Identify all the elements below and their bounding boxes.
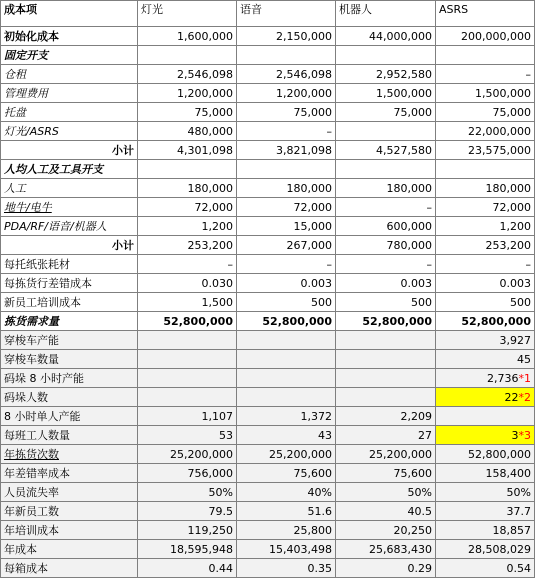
value-cell[interactable] [436,122,535,141]
row-label[interactable]: 固定开支 [1,46,138,65]
value-cell[interactable] [237,521,336,540]
cell-value: 0.54 [506,561,531,575]
row-label[interactable]: 人工 [1,179,138,198]
header-cost-item[interactable]: 成本项 [1,1,138,27]
cell-value: 3,821,098 [276,143,332,157]
table-row [1,141,535,160]
value-cell[interactable] [436,540,535,559]
cell-value: 79.5 [208,504,233,518]
value-cell[interactable] [436,255,535,274]
value-cell[interactable] [237,350,336,369]
cell-value: 200,000,000 [461,29,531,43]
value-cell[interactable] [138,502,237,521]
value-cell[interactable] [436,521,535,540]
row-label[interactable]: 管理费用 [1,84,138,103]
value-cell[interactable] [436,46,535,65]
value-cell[interactable] [138,65,237,84]
value-cell[interactable] [436,483,535,502]
row-label[interactable]: 小计 [1,236,138,255]
value-cell[interactable] [436,84,535,103]
table-row [1,483,535,502]
cell-value: 180,000 [187,181,233,195]
value-cell[interactable] [138,350,237,369]
table-row [1,350,535,369]
cell-value: 52,800,000 [461,314,531,328]
value-cell[interactable] [237,293,336,312]
value-cell[interactable] [436,217,535,236]
row-label[interactable]: 每托纸张耗材 [1,255,138,274]
cell-value: 180,000 [286,181,332,195]
value-cell[interactable] [237,103,336,122]
table-row [1,293,535,312]
value-cell[interactable] [436,103,535,122]
cell-value: 1,500 [201,295,233,309]
row-label[interactable]: 穿梭车数量 [1,350,138,369]
cell-value: 1,372 [300,409,332,423]
value-cell[interactable] [237,217,336,236]
cell-value: 180,000 [485,181,531,195]
cell-value: 500 [411,295,432,309]
row-label[interactable]: 码垛 8 小时产能 [1,369,138,388]
value-cell[interactable] [336,559,436,578]
value-cell[interactable] [336,407,436,426]
value-cell[interactable] [138,179,237,198]
value-cell[interactable] [237,65,336,84]
value-cell[interactable] [138,331,237,350]
value-cell[interactable] [138,312,237,331]
row-label[interactable]: 拣货需求量 [1,312,138,331]
value-cell[interactable] [336,312,436,331]
cell-value: 267,000 [286,238,332,252]
cell-value: 51.6 [307,504,332,518]
cell-value: 15,000 [293,219,332,233]
cell-value: 0.44 [208,561,233,575]
row-label[interactable]: 8 小时单人产能 [1,407,138,426]
value-cell[interactable] [336,160,436,179]
table-row [1,445,535,464]
value-cell[interactable] [436,27,535,46]
table-row [1,27,535,46]
cell-value: 1,600,000 [177,29,233,43]
value-cell[interactable] [436,198,535,217]
value-cell[interactable] [138,141,237,160]
value-cell[interactable] [436,502,535,521]
table-row [1,160,535,179]
cell-value: 2,150,000 [276,29,332,43]
value-cell[interactable] [436,274,535,293]
cell-value: 0.29 [407,561,432,575]
value-cell[interactable] [237,464,336,483]
header-voice[interactable]: 语音 [237,1,336,27]
cell-value: 1,200 [201,219,233,233]
table-row [1,559,535,578]
table-row [1,540,535,559]
table-row [1,122,535,141]
value-cell[interactable] [138,445,237,464]
cell-value: 28,508,029 [468,542,531,556]
value-cell[interactable] [237,312,336,331]
cell-value: 50% [208,485,233,499]
value-cell[interactable] [336,293,436,312]
table-row [1,312,535,331]
cell-value: 52,800,000 [163,314,233,328]
value-cell[interactable] [436,141,535,160]
cell-value: 18,857 [492,523,531,537]
value-cell[interactable] [237,255,336,274]
value-cell[interactable] [436,350,535,369]
cell-value: 158,400 [485,466,531,480]
cell-value: 25,800 [293,523,332,537]
cell-value: 72,000 [492,200,531,214]
row-label[interactable]: 年成本 [1,540,138,559]
value-cell[interactable] [436,312,535,331]
cell-value: 75,000 [393,105,432,119]
cell-value: 780,000 [386,238,432,252]
value-cell[interactable] [237,236,336,255]
value-cell[interactable] [436,559,535,578]
cell-value: 0.35 [307,561,332,575]
cell-value: 15,403,498 [269,542,332,556]
cell-value: 1,200 [499,219,531,233]
row-label[interactable]: PDA/RF/语音/机器人 [1,217,138,236]
cell-value: 45 [517,352,531,366]
cell-value: 52,800,000 [468,447,531,461]
cell-value: – [525,67,531,81]
cell-value: 22 [504,390,519,404]
value-cell[interactable] [436,160,535,179]
value-cell[interactable] [138,293,237,312]
cell-value: 2,546,098 [276,67,332,81]
cell-value: 500 [311,295,332,309]
value-cell[interactable] [138,407,237,426]
row-label[interactable]: 每班工人数量 [1,426,138,445]
row-label[interactable]: 每拣货行差错成本 [1,274,138,293]
header-row [1,1,535,27]
value-cell[interactable] [237,426,336,445]
value-cell[interactable] [336,483,436,502]
cell-value: 20,250 [393,523,432,537]
cell-value: 44,000,000 [369,29,432,43]
cell-value: 756,000 [187,466,233,480]
cell-value: 75,000 [492,105,531,119]
table-row [1,236,535,255]
value-cell[interactable] [336,502,436,521]
table-row [1,274,535,293]
value-cell[interactable] [138,198,237,217]
cell-value: 1,200,000 [177,86,233,100]
cell-value: 0.003 [300,276,332,290]
value-cell[interactable] [336,103,436,122]
row-label[interactable]: 小计 [1,141,138,160]
value-cell[interactable] [336,46,436,65]
value-cell[interactable] [138,388,237,407]
table-row [1,255,535,274]
value-cell[interactable] [237,84,336,103]
row-label[interactable]: 每箱成本 [1,559,138,578]
cell-value: 500 [510,295,531,309]
table-row [1,84,535,103]
cell-value: 72,000 [293,200,332,214]
cell-value: – [426,200,432,214]
value-cell[interactable] [138,483,237,502]
value-cell[interactable] [138,540,237,559]
row-label[interactable]: 年培训成本 [1,521,138,540]
value-cell[interactable] [336,274,436,293]
value-cell[interactable] [138,103,237,122]
value-cell[interactable] [237,369,336,388]
value-cell[interactable] [336,255,436,274]
value-cell[interactable] [138,369,237,388]
row-label[interactable]: 托盘 [1,103,138,122]
row-label[interactable]: 仓租 [1,65,138,84]
table-row [1,103,535,122]
row-label[interactable]: 年新员工数 [1,502,138,521]
cell-value: 75,000 [293,105,332,119]
cell-value: 253,200 [485,238,531,252]
value-cell[interactable] [336,141,436,160]
header-light[interactable]: 灯光 [138,1,237,27]
cell-value: 75,600 [393,466,432,480]
cell-value: 50% [506,485,531,499]
cell-value: 72,000 [194,200,233,214]
value-cell[interactable] [138,236,237,255]
value-cell[interactable] [336,388,436,407]
cell-value: 52,800,000 [362,314,432,328]
cell-value: 40.5 [407,504,432,518]
value-cell[interactable] [138,217,237,236]
value-cell[interactable] [336,122,436,141]
cell-value: – [426,257,432,271]
value-cell[interactable] [336,464,436,483]
cell-value: 1,500,000 [376,86,432,100]
value-cell[interactable] [237,122,336,141]
row-label[interactable]: 码垛人数 [1,388,138,407]
value-cell[interactable] [436,179,535,198]
footnote-marker: *3 [518,428,531,442]
cell-value: 4,527,580 [376,143,432,157]
value-cell[interactable] [336,331,436,350]
cell-value: 50% [407,485,432,499]
value-cell[interactable] [336,369,436,388]
table-row [1,217,535,236]
value-cell[interactable] [237,198,336,217]
cell-value: 25,200,000 [170,447,233,461]
cell-value: 4,301,098 [177,143,233,157]
table-row [1,388,535,407]
value-cell[interactable] [436,65,535,84]
value-cell[interactable] [237,27,336,46]
header-robot[interactable]: 机器人 [336,1,436,27]
table-row [1,179,535,198]
value-cell[interactable] [138,46,237,65]
value-cell[interactable] [237,483,336,502]
footnote-marker: *2 [518,390,531,404]
cell-value: 0.030 [201,276,233,290]
table-row [1,426,535,445]
table-row [1,502,535,521]
value-cell[interactable] [138,464,237,483]
cell-value: 25,683,430 [369,542,432,556]
cell-value: 1,107 [201,409,233,423]
cell-value: 75,600 [293,466,332,480]
cell-value: 1,500,000 [475,86,531,100]
cell-value: – [525,257,531,271]
value-cell[interactable] [436,388,535,407]
cell-value: 37.7 [506,504,531,518]
value-cell[interactable] [138,27,237,46]
cell-value: – [227,257,233,271]
value-cell[interactable] [138,84,237,103]
value-cell[interactable] [336,179,436,198]
cell-value: 119,250 [187,523,233,537]
table-row [1,198,535,217]
cell-value: 253,200 [187,238,233,252]
row-label[interactable]: 人均人工及工具开支 [1,160,138,179]
row-label[interactable]: 穿梭车产能 [1,331,138,350]
cell-value: 2,736 [487,371,519,385]
cell-value: 22,000,000 [468,124,531,138]
value-cell[interactable] [436,236,535,255]
cell-value: 40% [307,485,332,499]
value-cell[interactable] [336,65,436,84]
cell-value: 23,575,000 [468,143,531,157]
cell-value: 480,000 [187,124,233,138]
cell-value: 25,200,000 [369,447,432,461]
cell-value: 2,952,580 [376,67,432,81]
table-row [1,464,535,483]
cell-value: 43 [318,428,332,442]
cell-value: 3 [511,428,519,442]
value-cell[interactable] [436,464,535,483]
value-cell[interactable] [436,369,535,388]
cell-value: 2,209 [400,409,432,423]
cell-value: 53 [219,428,233,442]
value-cell[interactable] [237,502,336,521]
value-cell[interactable] [336,217,436,236]
row-label[interactable]: 新员工培训成本 [1,293,138,312]
cell-value: 180,000 [386,181,432,195]
table-row [1,46,535,65]
value-cell[interactable] [237,540,336,559]
cell-value: – [326,257,332,271]
value-cell[interactable] [436,331,535,350]
value-cell[interactable] [336,521,436,540]
table-row [1,331,535,350]
cell-value: 1,200,000 [276,86,332,100]
value-cell[interactable] [336,236,436,255]
cell-value: 3,927 [499,333,531,347]
value-cell[interactable] [436,293,535,312]
value-cell[interactable] [138,160,237,179]
value-cell[interactable] [138,122,237,141]
cell-value: 2,546,098 [177,67,233,81]
cell-value: 600,000 [386,219,432,233]
value-cell[interactable] [138,255,237,274]
footnote-marker: *1 [518,371,531,385]
table-row [1,65,535,84]
cell-value: 27 [418,428,432,442]
value-cell[interactable] [237,445,336,464]
value-cell[interactable] [237,407,336,426]
value-cell[interactable] [237,388,336,407]
value-cell[interactable] [237,46,336,65]
cell-value: 0.003 [400,276,432,290]
table-row [1,369,535,388]
cell-value: 0.003 [499,276,531,290]
cell-value: 75,000 [194,105,233,119]
value-cell[interactable] [237,179,336,198]
value-cell[interactable] [138,274,237,293]
value-cell[interactable] [138,426,237,445]
value-cell[interactable] [436,445,535,464]
row-label[interactable]: 人员流失率 [1,483,138,502]
value-cell[interactable] [336,445,436,464]
value-cell[interactable] [336,198,436,217]
cell-value: 52,800,000 [262,314,332,328]
cell-value: 25,200,000 [269,447,332,461]
value-cell[interactable] [237,141,336,160]
value-cell[interactable] [336,350,436,369]
row-label[interactable]: 年拣货次数 [1,445,138,464]
value-cell[interactable] [336,27,436,46]
row-label[interactable]: 年差错率成本 [1,464,138,483]
value-cell[interactable] [336,426,436,445]
header-asrs[interactable]: ASRS [436,1,535,27]
cell-value: – [326,124,332,138]
table-row [1,407,535,426]
value-cell[interactable] [436,407,535,426]
value-cell[interactable] [237,559,336,578]
table-row [1,521,535,540]
cell-value: 18,595,948 [170,542,233,556]
value-cell[interactable] [138,559,237,578]
value-cell[interactable] [237,160,336,179]
value-cell[interactable] [237,331,336,350]
value-cell[interactable] [336,84,436,103]
row-label[interactable]: 灯光/ASRS [1,122,138,141]
row-label[interactable]: 地牛/电牛 [1,198,138,217]
value-cell[interactable] [336,540,436,559]
value-cell[interactable] [237,274,336,293]
value-cell[interactable] [436,426,535,445]
value-cell[interactable] [138,521,237,540]
row-label[interactable]: 初始化成本 [1,27,138,46]
